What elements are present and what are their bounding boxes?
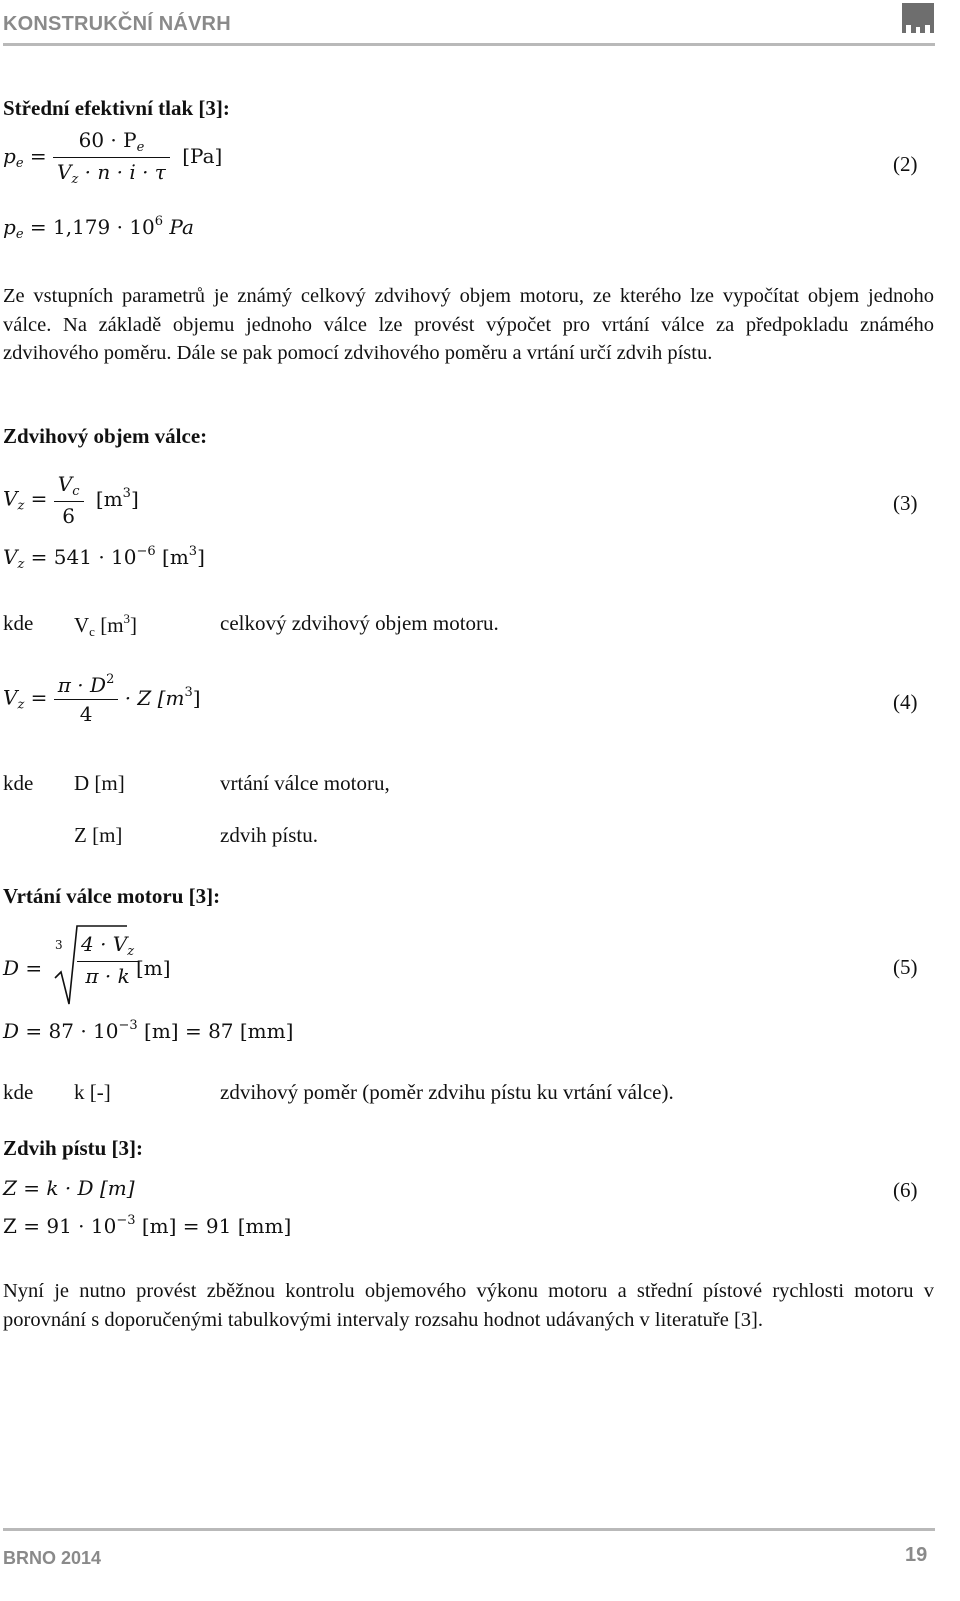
equation-bore: D = 3 $\frac{4 \cdot V_z}{\pi \cdot k}$ [m] (3, 920, 303, 1010)
page-number: 19 (905, 1544, 928, 1566)
section-heading-stroke: Zdvih pístu [3]: (3, 1136, 144, 1160)
equation-bore-result: $D = 87 \cdot 10^{-3}$ [m] = 87 [mm] (3, 1018, 294, 1043)
equation-number-6: (6) (893, 1178, 918, 1202)
equation-number-5: (5) (893, 955, 918, 979)
equation-pressure: $p_e$ = $\frac{60 \cdot P_e}{V_z \cdot n \cdot i \cdot \tau}$ [Pa] (3, 128, 223, 187)
section-heading-pressure: Střední efektivní tlak [3]: (3, 96, 230, 120)
header-divider (3, 43, 935, 46)
variable-z-description: zdvih pístu. (220, 823, 318, 847)
section-heading-cylinder-volume: Zdvihový objem válce: (3, 424, 208, 448)
variable-vc: $V_c$ $[m^3]$ (74, 611, 138, 639)
equation-number-4: (4) (893, 690, 918, 714)
variable-z: Z [m] (74, 823, 123, 847)
equation-pressure-result: $p_e = 1,179 \cdot 10^6$ Pa (3, 214, 194, 242)
where-label: kde (3, 1080, 34, 1104)
variable-vc-description: celkový zdvihový objem motoru. (220, 611, 499, 635)
section-heading-bore: Vrtání válce motoru [3]: (3, 884, 221, 908)
equation-bore-stroke-volume: $V_z$ = $\frac{\pi \cdot D^2}{4}$ · Z $[m^3]$ (3, 672, 201, 726)
equation-cylinder-volume: $V_z$ = $\frac{V_c}{6}$ $[m^3]$ (3, 472, 139, 528)
fraction-pressure: $\frac{60 \cdot P_e}{V_z \cdot n \cdot i \cdot \tau}$ (53, 128, 170, 187)
where-label: kde (3, 771, 34, 795)
paragraph-intro: Ze vstupních parametrů je známý celkový zdvihový objem motoru, ze kterého lze vypočítat objem jednoho válce. Na základě objemu jednoho válce lze provést výpočet pro vrtání válce za předpokladu známého zdvihového poměru. Dále se pak pomocí zdvihového poměru a vrtání určí zdvih pístu. (3, 285, 934, 364)
equation-number-2: (2) (893, 152, 918, 176)
variable-k-description: zdvihový poměr (poměr zdvihu pístu ku vrtání válce). (220, 1080, 674, 1104)
paragraph-conclusion: Nyní je nutno provést zběžnou kontrolu objemového výkonu motoru a střední pístové rychlosti motoru v porovnání s doporučenými tabulkovými intervaly rozsahu hodnot udávaných v literatuře [3]. (3, 1280, 934, 1331)
footer-divider (3, 1528, 935, 1531)
variable-d-description: vrtání válce motoru, (220, 771, 390, 795)
where-label: kde (3, 611, 34, 635)
equation-stroke-result: $Z = 91 \cdot 10^{-3}$ [m] = 91 [mm] (3, 1213, 292, 1238)
running-header-title: KONSTRUKČNÍ NÁVRH (3, 13, 231, 35)
equation-cylinder-volume-result: $V_z = 541 \cdot 10^{-6}$ $[m^3]$ (3, 544, 205, 572)
variable-d: D [m] (74, 771, 125, 795)
variable-k: k [-] (74, 1080, 111, 1104)
equation-stroke: Z = k · D [m] (3, 1176, 135, 1200)
logo-icon (902, 3, 934, 33)
equation-number-3: (3) (893, 491, 918, 515)
footer-location-year: BRNO 2014 (3, 1548, 102, 1568)
